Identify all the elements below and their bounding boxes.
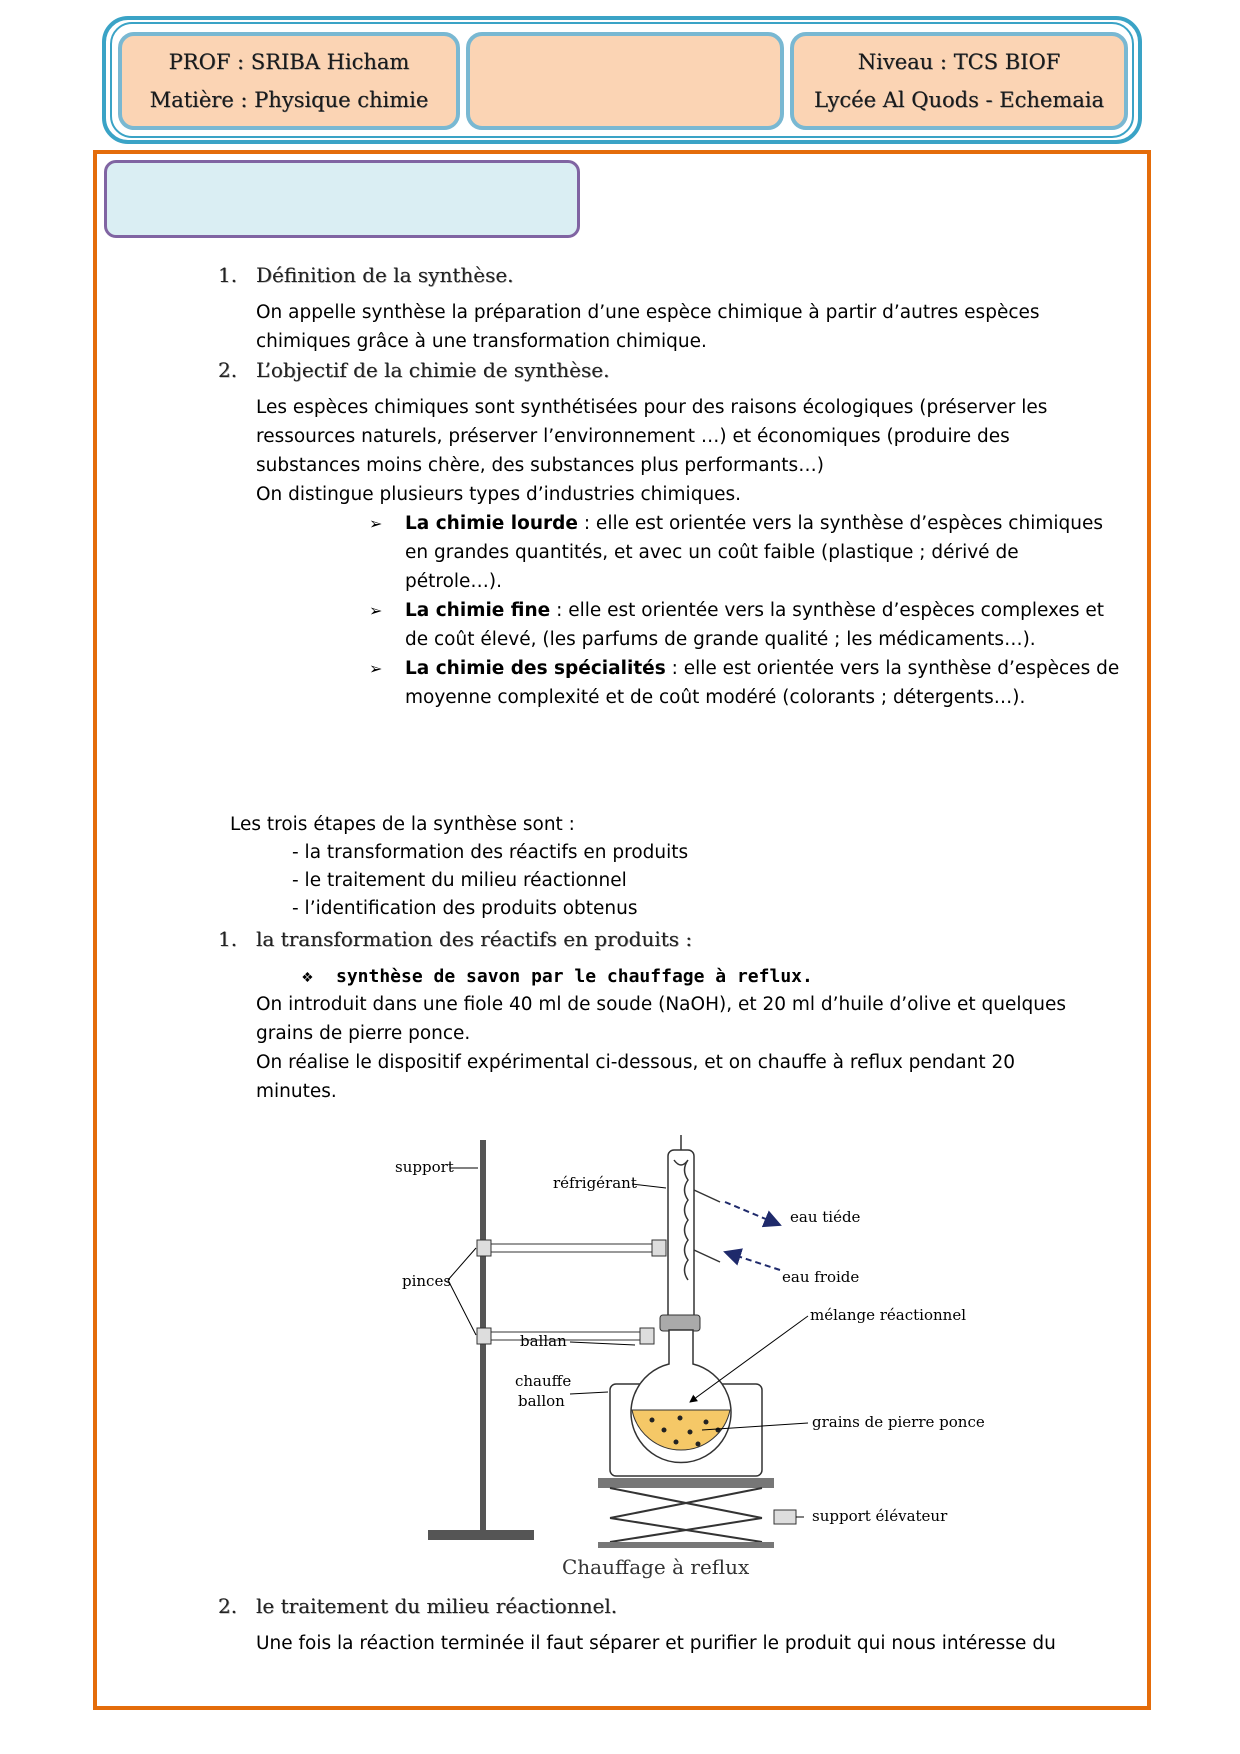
jack-base bbox=[598, 1542, 774, 1548]
clamp-jaw-lower bbox=[640, 1328, 654, 1344]
label-support: support bbox=[395, 1158, 454, 1176]
label-pierre-ponce: grains de pierre ponce bbox=[812, 1413, 985, 1431]
paragraph-savon-2: grains de pierre ponce. bbox=[256, 1023, 471, 1044]
label-pinces: pinces bbox=[402, 1272, 452, 1290]
diamond-bullet-icon: ❖ bbox=[302, 966, 313, 987]
etape-item: - l’identification des produits obtenus bbox=[292, 898, 638, 919]
etape-item: - le traitement du milieu réactionnel bbox=[292, 870, 627, 891]
section-heading-objectif: 2. L’objectif de la chimie de synthèse. bbox=[218, 358, 610, 382]
paragraph-objectif-2: ressources naturels, préserver l’environnement …) et économiques (produire des bbox=[256, 426, 1010, 447]
condenser bbox=[668, 1135, 720, 1325]
jack-knob bbox=[774, 1510, 796, 1524]
header-right-box bbox=[790, 32, 1128, 130]
paragraph-objectif-3: substances moins chère, des substances plus performants…) bbox=[256, 455, 824, 476]
eau-tiede-arrow bbox=[725, 1202, 780, 1225]
clamp-arm-upper bbox=[491, 1244, 653, 1252]
leader-pinces bbox=[448, 1248, 476, 1335]
bullet-chimie-fine: ➢ La chimie fine : elle est orientée vers la synthèse d’espèces complexes et de coût élevé, (les parfums de grande qualité ; les médicaments…). bbox=[405, 596, 1104, 654]
arrow-bullet-icon: ➢ bbox=[369, 514, 383, 533]
paragraph-objectif-1: Les espèces chimiques sont synthétisées pour des raisons écologiques (préserver les bbox=[256, 397, 1048, 418]
label-support-elevateur: support élévateur bbox=[812, 1507, 948, 1525]
section-heading-traitement: 2. le traitement du milieu réactionnel. bbox=[218, 1594, 618, 1618]
clamp-jaw-upper bbox=[652, 1240, 666, 1256]
clamp-lower bbox=[477, 1328, 491, 1344]
subject: Matière : Physique chimie bbox=[149, 88, 429, 112]
paragraph-savon-4: minutes. bbox=[256, 1081, 337, 1102]
header-middle-box bbox=[466, 32, 784, 130]
paragraph-savon-3: On réalise le dispositif expérimental ci-dessous, et on chauffe à reflux pendant 20 bbox=[256, 1052, 1016, 1073]
label-ballan: ballan bbox=[520, 1332, 567, 1350]
arrow-bullet-icon: ➢ bbox=[369, 601, 383, 620]
figure-caption: Chauffage à reflux bbox=[562, 1555, 750, 1579]
bullet-chimie-lourde: ➢ La chimie lourde : elle est orientée vers la synthèse d’espèces chimiques en grandes quantités, et avec un coût faible (plastique ; dérivé de pétrole…). bbox=[405, 509, 1103, 596]
leader-ballan bbox=[570, 1342, 635, 1345]
paragraph-definition-2: chimiques grâce à une transformation chimique. bbox=[256, 331, 707, 352]
etape-item: - la transformation des réactifs en produits bbox=[292, 842, 689, 863]
school: Lycée Al Quods - Echemaia bbox=[813, 88, 1105, 112]
savon-bullet: ❖ synthèse de savon par le chauffage à reflux. bbox=[336, 962, 813, 991]
label-eau-froide: eau froide bbox=[782, 1268, 860, 1286]
reflux-apparatus-diagram bbox=[380, 1130, 1020, 1550]
leader-refrigerant bbox=[632, 1184, 666, 1188]
header-left-box bbox=[118, 32, 460, 130]
support-base bbox=[428, 1530, 534, 1540]
lesson-title-box bbox=[104, 160, 580, 238]
label-melange: mélange réactionnel bbox=[810, 1306, 966, 1324]
ground-joint bbox=[660, 1315, 700, 1331]
leader-chauffe bbox=[570, 1392, 608, 1394]
etapes-intro: Les trois étapes de la synthèse sont : bbox=[230, 814, 575, 835]
label-eau-tiede: eau tiéde bbox=[790, 1208, 861, 1226]
level: Niveau : TCS BIOF bbox=[857, 50, 1061, 74]
arrow-bullet-icon: ➢ bbox=[369, 659, 383, 678]
eau-froide-arrow bbox=[725, 1252, 780, 1270]
jack-scissor bbox=[610, 1488, 762, 1542]
bullet-chimie-specialites: ➢ La chimie des spécialités : elle est orientée vers la synthèse d’espèces de moyenne complexité et de coût modéré (colorants ; détergents…). bbox=[405, 654, 1119, 712]
jack-top bbox=[598, 1478, 774, 1488]
clamp-upper bbox=[477, 1240, 491, 1256]
paragraph-traitement: Une fois la réaction terminée il faut séparer et purifier le produit qui nous intéresse du bbox=[256, 1633, 1056, 1654]
section-heading-transformation: 1. la transformation des réactifs en produits : bbox=[218, 927, 693, 951]
paragraph-objectif-4: On distingue plusieurs types d’industries chimiques. bbox=[256, 484, 742, 505]
section-heading-definition: 1. Définition de la synthèse. bbox=[218, 263, 514, 287]
label-chauffe: chauffe bbox=[515, 1372, 572, 1390]
paragraph-definition-1: On appelle synthèse la préparation d’une espèce chimique à partir d’autres espèces bbox=[256, 302, 1040, 323]
label-refrigerant: réfrigérant bbox=[553, 1174, 637, 1192]
teacher-name: PROF : SRIBA Hicham bbox=[168, 50, 410, 74]
label-ballon: ballon bbox=[518, 1392, 565, 1410]
paragraph-savon-1: On introduit dans une fiole 40 ml de soude (NaOH), et 20 ml d’huile d’olive et quelques bbox=[256, 994, 1066, 1015]
